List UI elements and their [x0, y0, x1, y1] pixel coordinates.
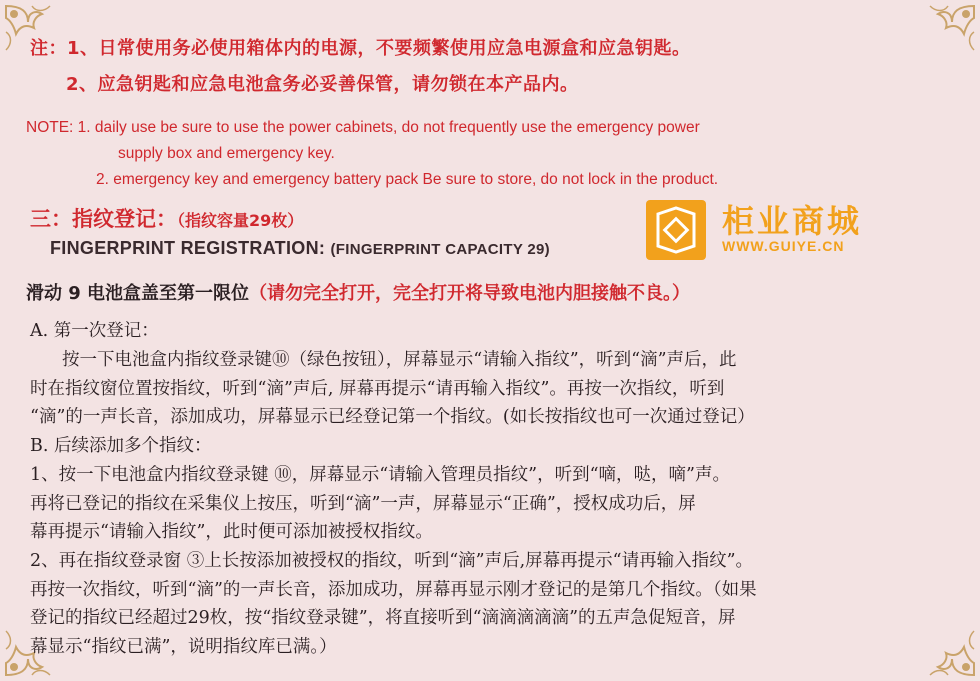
corner-ornament-icon: [922, 623, 978, 679]
note-en-1: NOTE: 1. daily use be sure to use the power cabinets, do not frequently use the emergency power: [26, 119, 700, 136]
instruction-lead: 滑动 9 电池盒盖至第一限位: [26, 283, 250, 304]
logo-url: WWW.GUIYE.CN: [722, 238, 845, 254]
instruction-line: [26, 279, 690, 305]
section-en-subtitle: (FINGERPRINT CAPACITY 29): [330, 241, 550, 258]
section-b-paragraph: 2、再在指纹登录窗 ③上长按添加被授权的指纹，听到“滴”声后,屏幕再提示“请再输入指纹”。: [30, 551, 754, 571]
instruction-warning: （请勿完全打开，完全打开将导致电池内胆接触不良。）: [249, 283, 691, 304]
section-a-paragraph: 时在指纹窗位置按指纹，听到“滴”声后, 屏幕再提示“请再输入指纹”。再按一次指纹，听到: [30, 379, 725, 399]
section-a-heading: A. 第一次登记：: [30, 321, 159, 341]
section-b-heading: B. 后续添加多个指纹：: [30, 436, 212, 456]
section-b-paragraph: 幕再提示“请输入指纹”，此时便可添加被授权指纹。: [30, 522, 433, 542]
note-cn-2: 2、应急钥匙和应急电池盒务必妥善保管，请勿锁在本产品内。: [66, 74, 579, 95]
section-b-paragraph: 再按一次指纹，听到“滴”的一声长音，添加成功，屏幕再显示刚才登记的是第几个指纹。（如果: [30, 580, 757, 600]
note-en-1b: supply box and emergency key.: [118, 145, 335, 162]
logo-emblem-icon: [646, 200, 706, 260]
section-a-paragraph: “滴”的一声长音，添加成功，屏幕显示已经登记第一个指纹。(如长按指纹也可一次通过登记）: [30, 407, 755, 427]
section-b-paragraph: 1、按一下电池盒内指纹登录键 ⑩，屏幕显示“请输入管理员指纹”，听到“嘀，哒，嘀”声。: [30, 465, 730, 485]
watermark-logo: [646, 196, 886, 262]
section-en-title-text: FINGERPRINT REGISTRATION:: [50, 238, 326, 258]
note-cn-1: 注：1、日常使用务必使用箱体内的电源，不要频繁使用应急电源盒和应急钥匙。: [30, 38, 691, 59]
section-title-text: 三：指纹登记：: [30, 207, 177, 231]
section-en-title: [50, 238, 550, 259]
section-title: [30, 203, 303, 233]
section-b-paragraph: 幕显示“指纹已满”，说明指纹库已满。）: [30, 637, 337, 657]
section-b-paragraph: 再将已登记的指纹在采集仪上按压，听到“滴”一声，屏幕显示“正确”，授权成功后，屏: [30, 494, 696, 514]
corner-ornament-icon: [922, 2, 978, 58]
logo-name: 柜业商城: [722, 202, 863, 240]
section-a-paragraph: 按一下电池盒内指纹登录键⑩（绿色按钮），屏幕显示“请输入指纹”，听到“滴”声后，此: [62, 350, 737, 370]
section-b-paragraph: 登记的指纹已经超过29枚，按“指纹登录键”，将直接听到“滴滴滴滴滴”的五声急促短音，屏: [30, 608, 736, 628]
section-subtitle: （指纹容量29枚）: [177, 211, 304, 230]
note-en-2: 2. emergency key and emergency battery pack Be sure to store, do not lock in the product.: [96, 171, 719, 188]
